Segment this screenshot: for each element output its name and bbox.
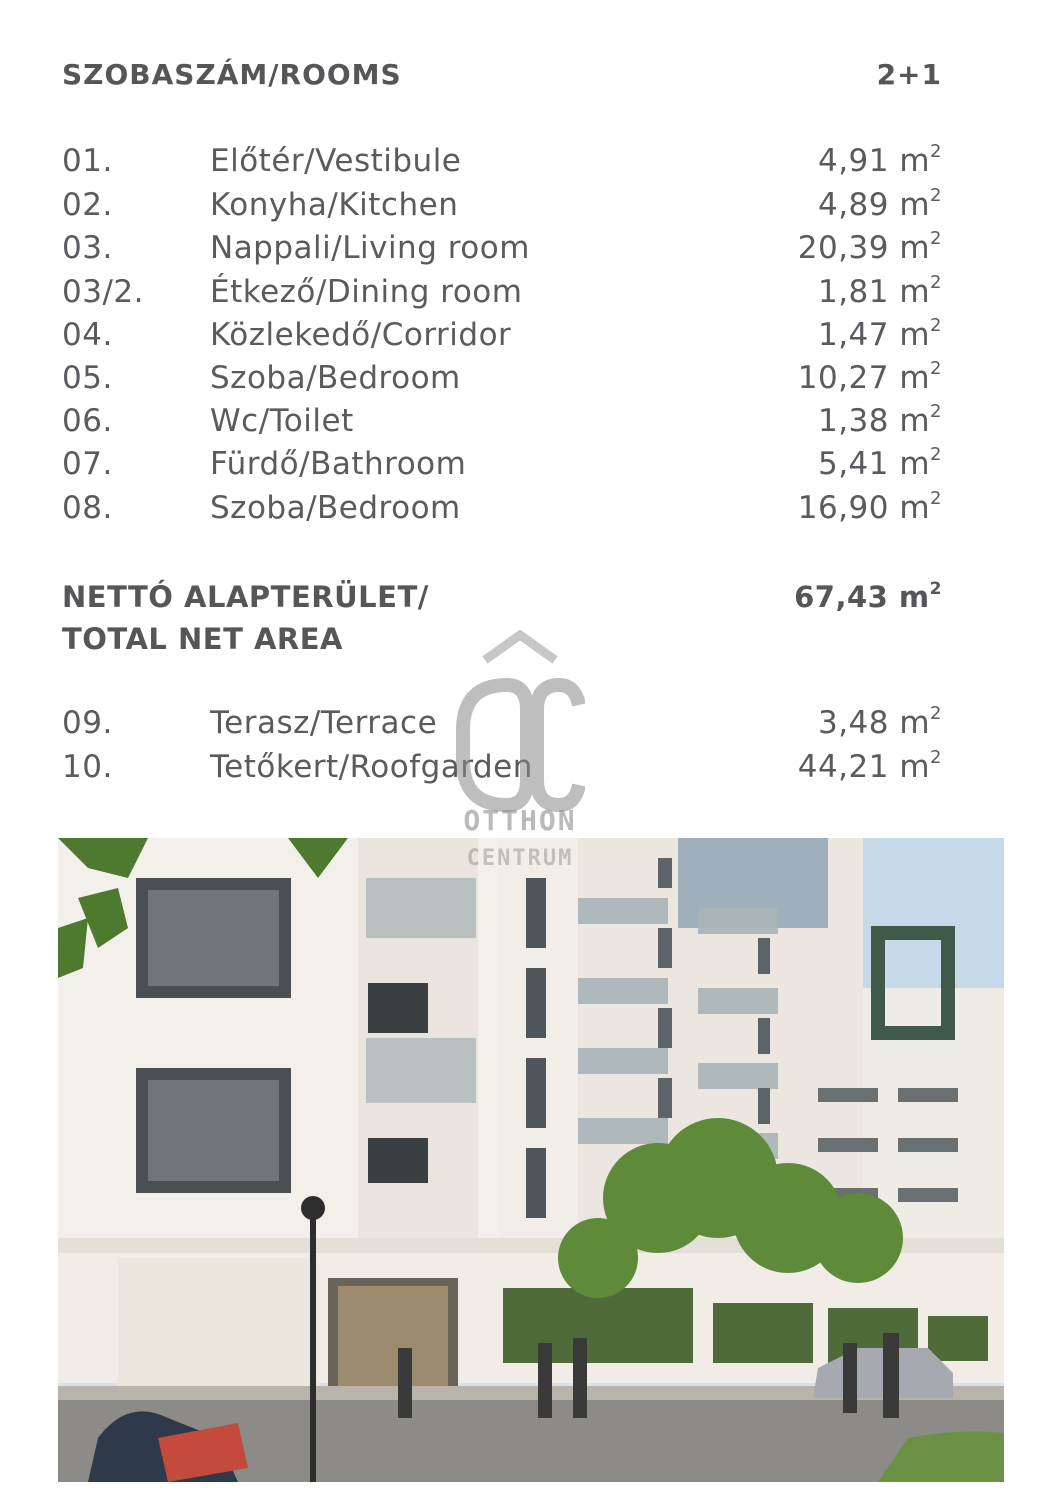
room-name: Nappali/Living room [210, 230, 530, 266]
room-name: Előtér/Vestibule [210, 143, 462, 179]
rooms-count: 2+1 [876, 58, 942, 91]
otthon-centrum-logo [455, 630, 585, 880]
room-number: 04. [62, 317, 113, 353]
room-number: 06. [62, 403, 113, 439]
room-name: Étkező/Dining room [210, 274, 523, 310]
total-value: 67,43 $m^2$ [794, 579, 942, 614]
room-area: 20,39 $m^2$ [797, 228, 942, 266]
room-area: 5,41 $m^2$ [817, 444, 942, 482]
watermark-line2: CENTRUM [466, 846, 574, 871]
room-number: 01. [62, 143, 113, 179]
total-label-line2: TOTAL NET AREA [62, 622, 343, 656]
room-area: 1,38 $m^2$ [817, 401, 942, 439]
room-name: Szoba/Bedroom [210, 360, 461, 396]
room-area: 1,81 $m^2$ [817, 272, 942, 310]
outdoor-name: Tetőkert/Roofgarden [210, 749, 533, 785]
outdoor-area: 44,21 $m^2$ [797, 747, 942, 785]
outdoor-name: Terasz/Terrace [210, 705, 438, 741]
room-area: 10,27 $m^2$ [797, 358, 942, 396]
watermark-line1: OTTHON [463, 804, 577, 837]
total-label-line1: NETTÓ ALAPTERÜLET/ [62, 580, 429, 614]
building-illustration [58, 838, 1004, 1482]
room-area: 1,47 $m^2$ [817, 315, 942, 353]
outdoor-number: 09. [62, 705, 113, 741]
outdoor-number: 10. [62, 749, 113, 785]
room-number: 08. [62, 490, 113, 526]
room-area: 16,90 $m^2$ [797, 488, 942, 526]
room-number: 05. [62, 360, 113, 396]
room-number: 02. [62, 187, 113, 223]
rooms-header [62, 58, 942, 91]
room-name: Wc/Toilet [210, 403, 354, 439]
room-area: 4,91 $m^2$ [817, 141, 942, 179]
room-name: Közlekedő/Corridor [210, 317, 512, 353]
rooms-header-title: SZOBASZÁM/ROOMS [62, 58, 402, 91]
outdoor-area: 3,48 $m^2$ [817, 703, 942, 741]
room-number: 03. [62, 230, 113, 266]
room-number: 03/2. [62, 274, 144, 310]
room-area: 4,89 $m^2$ [817, 185, 942, 223]
room-name: Szoba/Bedroom [210, 490, 461, 526]
room-name: Konyha/Kitchen [210, 187, 459, 223]
building-rendering [58, 838, 1004, 1482]
room-number: 07. [62, 446, 113, 482]
room-name: Fürdő/Bathroom [210, 446, 467, 482]
